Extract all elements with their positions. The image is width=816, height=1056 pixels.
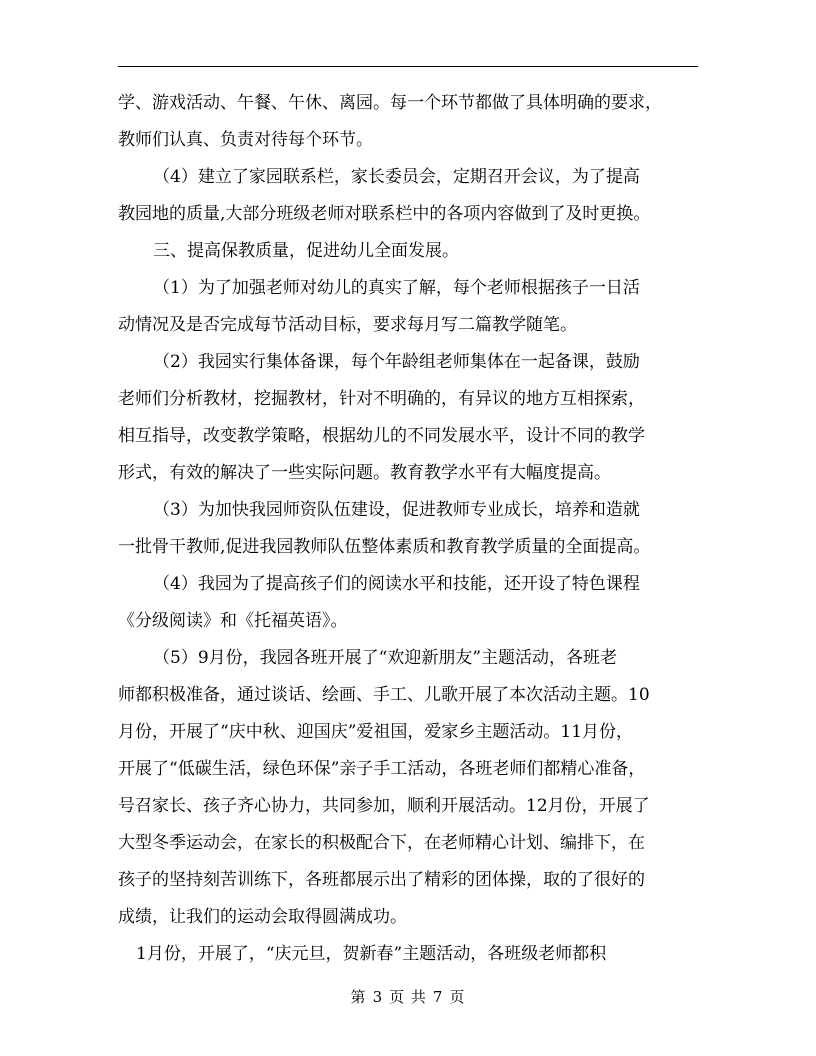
text-line: （2）我园实行集体备课，每个年龄组老师集体在一起备课，鼓励	[153, 352, 640, 372]
text-line: （4）我园为了提高孩子们的阅读水平和技能，还开设了特色课程	[153, 574, 640, 594]
footer-suffix: 页	[449, 988, 466, 1006]
footer-middle: 页 共	[389, 988, 427, 1006]
text-line: 老师们分析教材，挖掘教材，针对不明确的，有异议的地方互相探索，	[118, 389, 645, 409]
paragraph-item-3	[118, 492, 704, 566]
text-line: 1月份，开展了，“庆元旦，贺新春”主题活动，各班级老师都积	[136, 944, 607, 964]
text-line: 成绩，让我们的运动会取得圆满成功。	[118, 907, 407, 927]
paragraph-item-5	[118, 640, 704, 936]
text-line: 学、游戏活动、午餐、午休、离园。每一个环节都做了具体明确的要求，	[118, 93, 662, 113]
text-line: （4）建立了家园联系栏，家长委员会，定期召开会议，为了提高	[153, 167, 640, 187]
text-line: 大型冬季运动会，在家长的积极配合下，在老师精心计划、编排下，在	[118, 833, 645, 853]
paragraph-environment	[118, 85, 704, 159]
current-page-number: 3	[372, 988, 384, 1006]
total-page-count: 7	[432, 988, 444, 1006]
heading-line: 三、提高保教质量，促进幼儿全面发展。	[153, 241, 459, 261]
text-line: 教师们认真、负责对待每个环节。	[118, 130, 373, 150]
text-line: 开展了“低碳生活，绿色环保”亲子手工活动，各班老师们都精心准备，	[118, 759, 646, 779]
page-footer	[0, 987, 816, 1007]
header-rule	[118, 66, 698, 67]
text-line: 《分级阅读》和《托福英语》。	[118, 611, 348, 631]
section-heading	[118, 233, 704, 270]
document-body	[118, 85, 704, 973]
text-line: （1）为了加强老师对幼儿的真实了解，每个老师根据孩子一日活	[153, 278, 640, 298]
paragraph-item-2	[118, 344, 704, 492]
text-line: 相互指导，改变教学策略，根据幼儿的不同发展水平，设计不同的教学	[118, 426, 645, 446]
text-line: 教园地的质量,大部分班级老师对联系栏中的各项内容做到了及时更换。	[118, 204, 651, 224]
text-line: （5）9月份，我园各班开展了“欢迎新朋友”主题活动，各班老	[153, 648, 618, 668]
text-line: 形式，有效的解决了一些实际问题。教育教学水平有大幅度提高。	[118, 463, 611, 483]
paragraph-item-1	[118, 270, 704, 344]
text-line: 师都积极准备，通过谈话、绘画、手工、儿歌开展了本次活动主题。10	[118, 685, 650, 705]
text-line: 月份，开展了“庆中秋、迎国庆”爱祖国，爱家乡主题活动。11月份，	[118, 722, 634, 742]
text-line: 孩子的坚持刻苦训练下，各班都展示出了精彩的团体操，取的了很好的	[118, 870, 645, 890]
footer-prefix: 第	[350, 988, 367, 1006]
text-line: 一批骨干教师,促进我园教师队伍整体素质和教育教学质量的全面提高。	[118, 537, 651, 557]
text-line: 动情况及是否完成每节活动目标，要求每月写二篇教学随笔。	[118, 315, 577, 335]
text-line: 号召家长、孩子齐心协力，共同参加，顺利开展活动。12月份，开展了	[118, 796, 650, 816]
text-line: （3）为加快我园师资队伍建设，促进教师专业成长，培养和造就	[153, 500, 640, 520]
paragraph-january	[118, 936, 704, 973]
paragraph-item-4	[118, 566, 704, 640]
paragraph-home-school	[118, 159, 704, 233]
